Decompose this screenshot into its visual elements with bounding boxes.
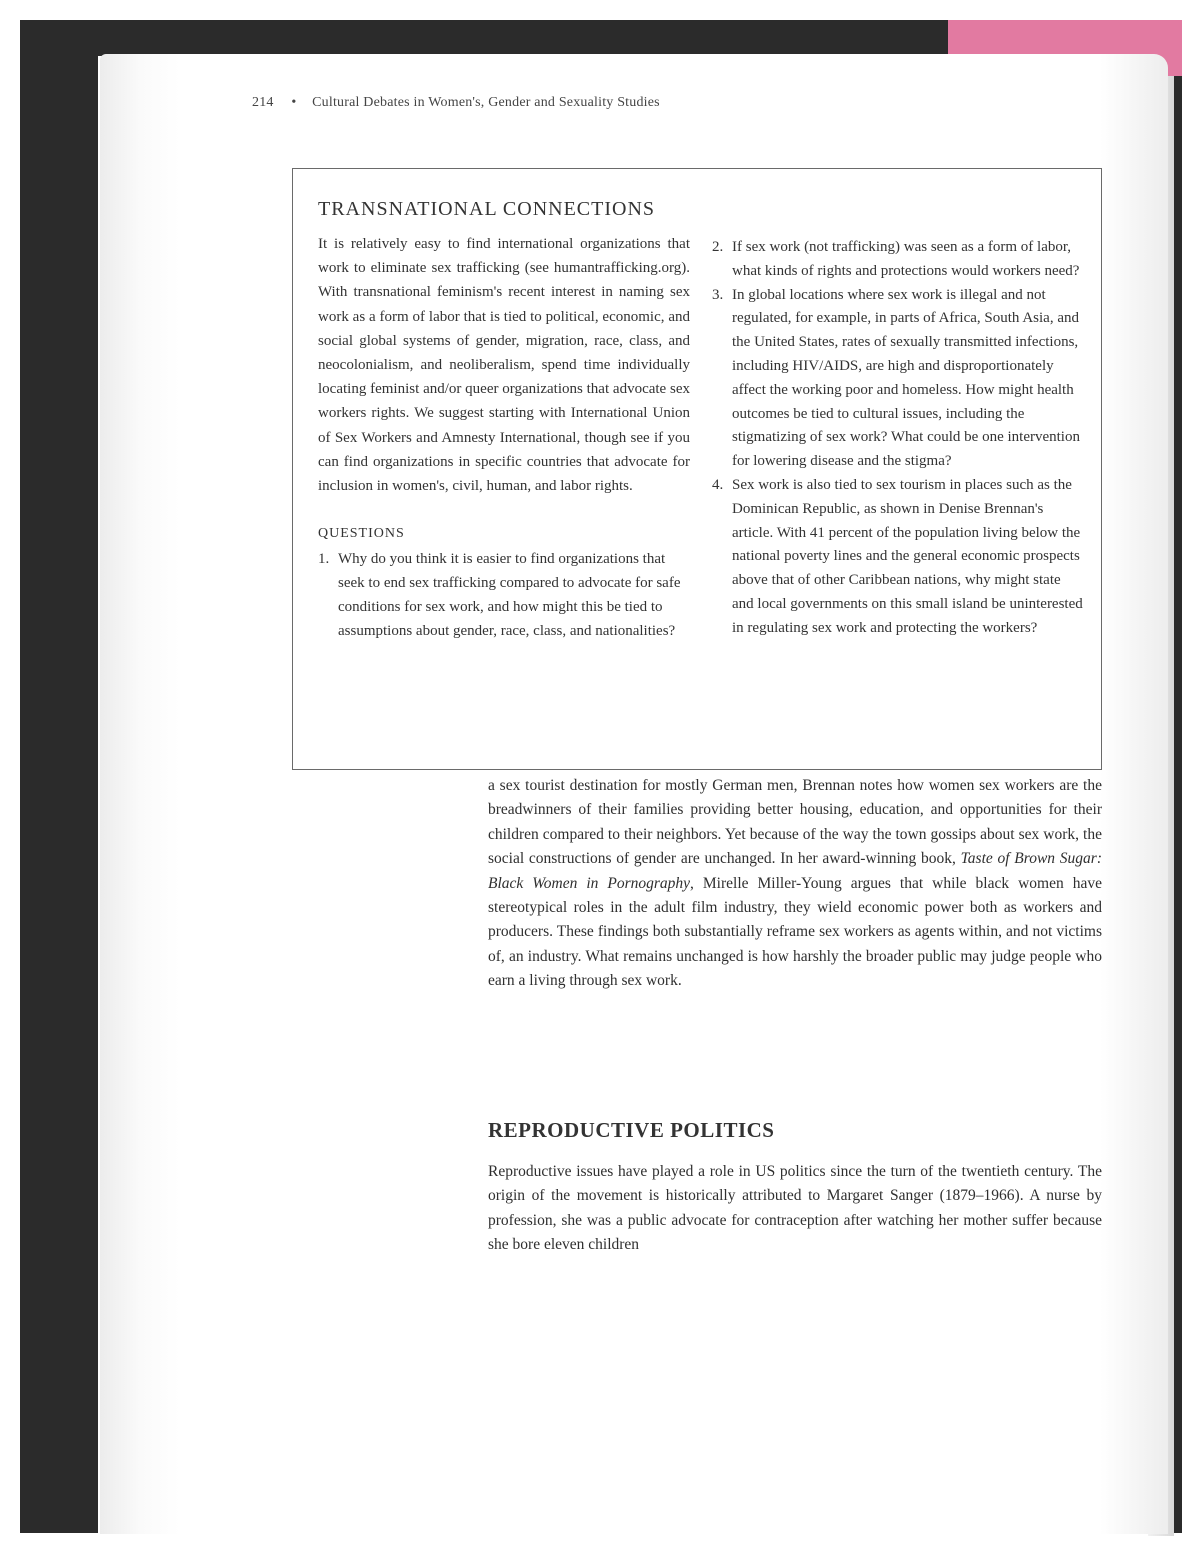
page-number: 214 xyxy=(252,95,274,110)
paragraph-text: , Mirelle Miller-Young argues that while black women have stereotypical roles in the adult film industry, they wield economic power both as workers and producers. These findings both substantially reframe sex workers as agents within, and not victims of, an industry. What remains unchanged is how harshly the broader public may judge people who earn a living through sex work. xyxy=(488,874,1102,990)
question-text: Sex work is also tied to sex tourism in places such as the Dominican Republic, as shown in Denise Brennan's article. With 41 percent of the population living below the national poverty lines and the general economic prospects above that of other Caribbean nations, why might state and local governments on this small island be uninterested in regulating sex work and protecting the workers? xyxy=(732,476,1083,636)
running-head-bullet: • xyxy=(291,95,297,110)
paragraph-text: a sex tourist destination for mostly German men, Brennan notes how women sex workers are the breadwinners of their families providing better housing, education, and opportunities for their children compared to their neighbors. Yet because of the way the town gossips about sex work, the social constructions of gender are unchanged. In her award-winning book, xyxy=(488,777,1102,868)
question-item xyxy=(712,284,1084,474)
questions-list-left xyxy=(318,548,690,643)
book-title-italic: Taste of Brown Sugar: Black Women in Pornography xyxy=(488,850,1102,892)
sidebar-right-column xyxy=(712,236,1084,641)
questions-heading: QUESTIONS xyxy=(318,526,405,542)
body-paragraph: Reproductive issues have played a role in US politics since the turn of the twentieth century. The origin of the movement is historically attributed to Margaret Sanger (1879–1966). A nurse by profession, she was a public advocate for contraception after watching her mother suffer because she bore eleven children xyxy=(488,1163,1102,1254)
body-text-section xyxy=(488,1160,1102,1258)
running-head xyxy=(252,95,660,111)
question-number: 3. xyxy=(712,286,724,303)
question-item xyxy=(318,548,690,643)
body-paragraph xyxy=(488,774,1102,994)
question-number: 1. xyxy=(318,551,330,568)
question-text: Why do you think it is easier to find organizations that seek to end sex trafficking compared to advocate for safe conditions for sex work, and how might this be tied to assumptions about gender, race, class, and nationalities? xyxy=(338,551,681,639)
question-item xyxy=(712,474,1084,641)
question-text: In global locations where sex work is illegal and not regulated, for example, in parts of Africa, South Asia, and the United States, rates of sexually transmitted infections, including HIV/AIDS, are high and disproportionately affect the working poor and homeless. How might health outcomes be tied to cultural issues, including the stigmatizing of sex work? What could be one intervention for lowering disease and the stigma? xyxy=(732,286,1080,470)
body-text-continued xyxy=(488,774,1102,994)
questions-list-right xyxy=(712,236,1084,641)
scanner-shadow-left xyxy=(20,20,98,1533)
sidebar-title: TRANSNATIONAL CONNECTIONS xyxy=(318,198,656,220)
book-title: Cultural Debates in Women's, Gender and Sexuality Studies xyxy=(312,95,660,110)
question-number: 2. xyxy=(712,239,724,255)
question-text: If sex work (not trafficking) was seen as a form of labor, what kinds of rights and protections would workers need? xyxy=(732,239,1080,279)
sidebar-left-column xyxy=(318,232,690,643)
question-item xyxy=(712,236,1084,284)
sidebar-intro: It is relatively easy to find international organizations that work to eliminate sex trafficking (see humantrafficking.org). With transnational feminism's recent interest in naming sex work as a form of labor that is tied to political, economic, and social global systems of gender, migration, race, class, and neocolonialism, and neoliberalism, spend time individually locating feminist and/or queer organizations that advocate sex workers rights. We suggest starting with International Union of Sex Workers and Amnesty International, though see if you can find organizations in specific countries that advocate for inclusion in women's, civil, human, and labor rights. xyxy=(318,236,690,495)
question-number: 4. xyxy=(712,476,724,493)
section-heading: REPRODUCTIVE POLITICS xyxy=(488,1118,775,1142)
